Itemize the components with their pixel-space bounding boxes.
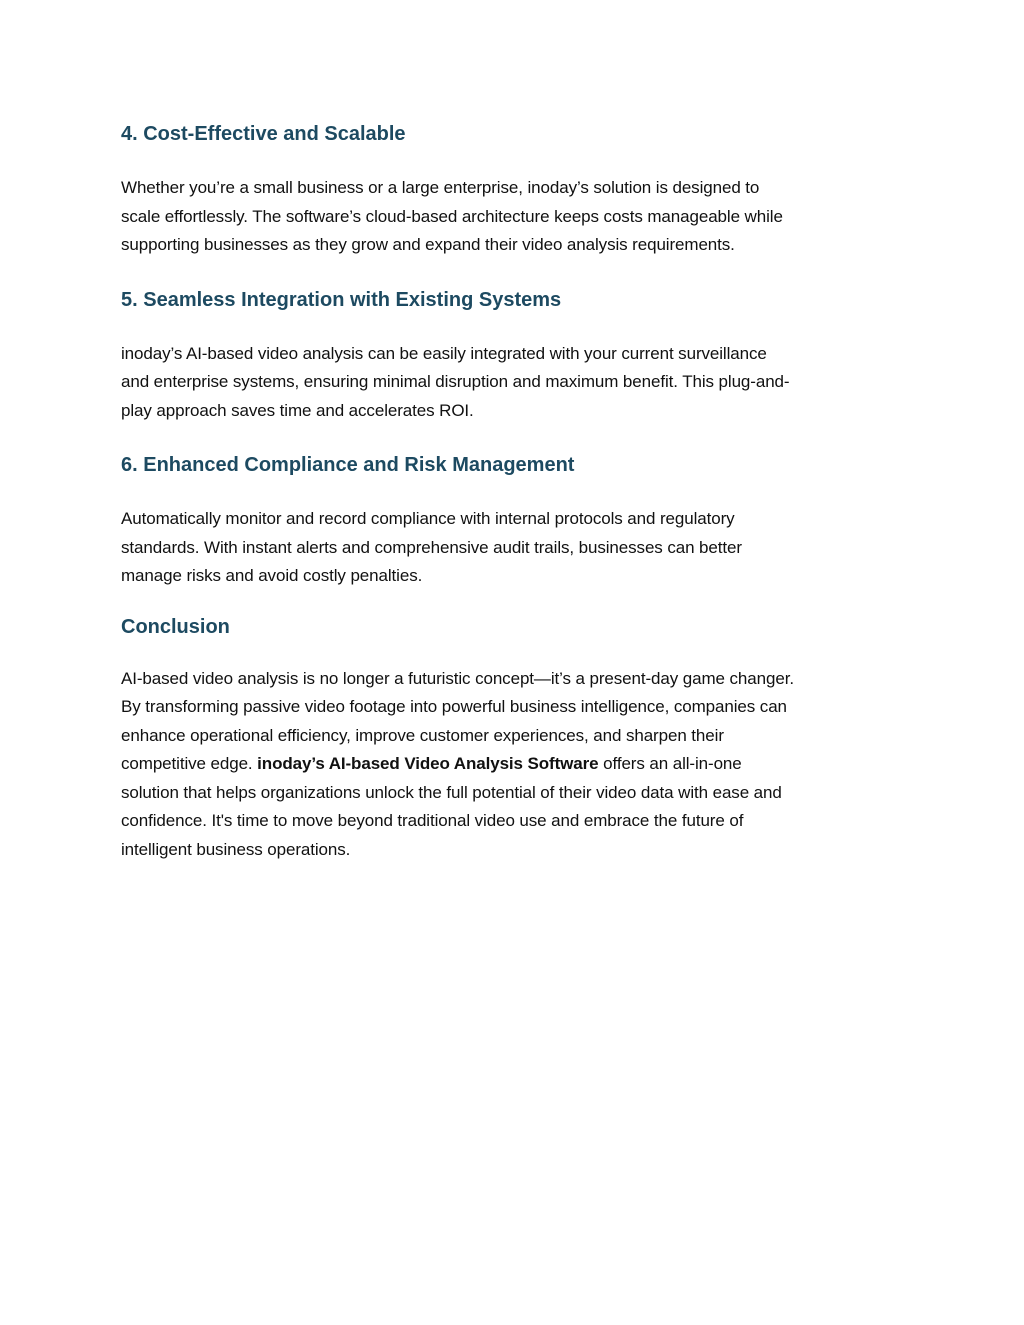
paragraph-line: Whether you’re a small business or a large enterprise, inoday’s solution is designed to (121, 178, 760, 197)
product-name-emphasis: inoday’s AI-based Video Analysis Software (257, 754, 599, 773)
paragraph-line: confidence. It's time to move beyond traditional video use and embrace the future of (121, 811, 744, 830)
paragraph-line: inoday’s AI-based video analysis can be easily integrated with your current surveillance (121, 343, 767, 363)
paragraph-line: intelligent business operations. (121, 839, 351, 859)
paragraph-line: By transforming passive video footage into powerful business intelligence, companies can (121, 697, 787, 716)
page-content (121, 120, 911, 864)
paragraph-line: supporting businesses as they grow and expand their video analysis requirements. (121, 235, 735, 254)
paragraph-line: and enterprise systems, ensuring minimal disruption and maximum benefit. This plug-and- (121, 372, 790, 391)
section-heading-compliance: 6. Enhanced Compliance and Risk Management (121, 454, 575, 476)
line-text-before-emphasis: competitive edge. (121, 754, 258, 773)
conclusion-paragraph (121, 665, 911, 865)
paragraph-line: solution that helps organizations unlock the full potential of their video data with ease and (121, 782, 782, 802)
section-paragraph-integration (121, 340, 911, 426)
conclusion-heading: Conclusion (121, 615, 230, 638)
paragraph-line: Automatically monitor and record compliance with internal protocols and regulatory (121, 509, 735, 528)
paragraph-line: standards. With instant alerts and comprehensive audit trails, businesses can better (121, 537, 742, 557)
paragraph-line: manage risks and avoid costly penalties. (121, 566, 423, 585)
paragraph-line: enhance operational efficiency, improve customer experiences, and sharpen their (121, 725, 724, 745)
paragraph-line-with-emphasis (121, 750, 911, 779)
paragraph-line: play approach saves time and accelerates ROI. (121, 400, 474, 420)
paragraph-line: AI-based video analysis is no longer a futuristic concept—it’s a present-day game changer. (121, 668, 794, 688)
paragraph-line: scale effortlessly. The software’s cloud-based architecture keeps costs manageable while (121, 206, 783, 226)
section-paragraph-cost-effective (121, 174, 911, 260)
line-text-after-emphasis: offers an all-in-one (598, 754, 742, 773)
section-heading-integration: 5. Seamless Integration with Existing Systems (121, 288, 562, 311)
section-paragraph-compliance (121, 505, 911, 591)
section-heading-cost-effective: 4. Cost-Effective and Scalable (121, 123, 406, 145)
